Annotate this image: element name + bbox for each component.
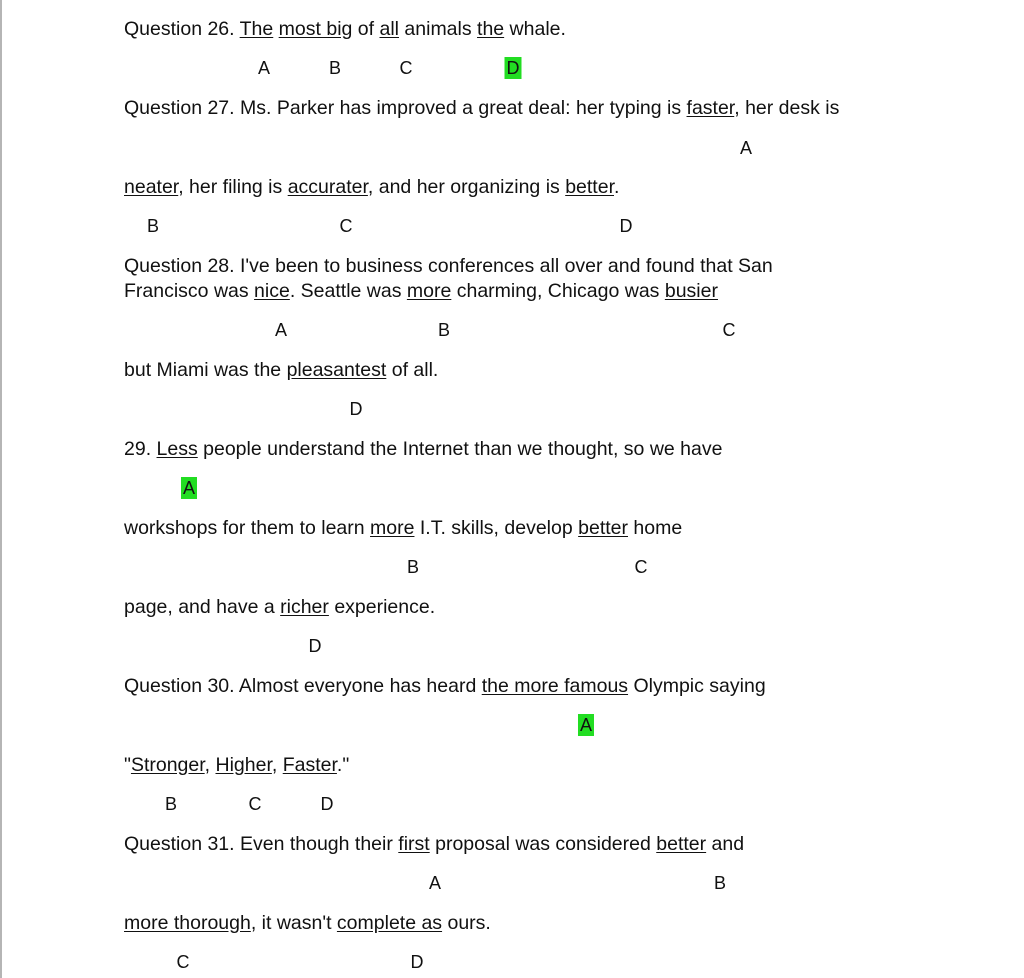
q31-label-a: A	[428, 873, 442, 893]
q30-label-a-highlighted: A	[579, 715, 593, 735]
q26-part-b: most big	[278, 18, 353, 40]
q27-part-d: better	[565, 176, 614, 198]
q31-part-d: complete as	[336, 912, 443, 934]
q30-label-d: D	[320, 794, 334, 814]
q29-part-a: Less	[156, 438, 198, 460]
q31-label-d: D	[410, 952, 424, 972]
q27-label-b: B	[146, 216, 160, 236]
q27-part-b: neater	[124, 176, 179, 198]
q29-part-d: richer	[280, 596, 329, 618]
q29-label-b: B	[406, 557, 420, 577]
q26-label-c: C	[399, 58, 413, 78]
q29-sentence-line3: page, and have a richer experience.	[124, 596, 436, 618]
q28-part-d: pleasantest	[286, 359, 387, 381]
q28-sentence-line1: Question 28. I've been to business conferences all over and found that San	[124, 255, 773, 277]
q28-sentence-line3: but Miami was the pleasantest of all.	[124, 359, 439, 381]
q26-label-a: A	[257, 58, 271, 78]
q30-label-b: B	[164, 794, 178, 814]
q29-part-b: more	[370, 517, 415, 539]
q28-part-c: busier	[664, 280, 718, 302]
q30-part-c: Higher	[215, 754, 272, 776]
q27-part-a: faster	[686, 97, 735, 119]
q26-label-b: B	[328, 58, 342, 78]
q27-sentence-line2: neater, her filing is accurater, and her organizing is better.	[124, 176, 620, 198]
q31-sentence-line2: more thorough, it wasn't complete as ours.	[124, 912, 491, 934]
q27-sentence-line1: Question 27. Ms. Parker has improved a great deal: her typing is faster, her desk is	[124, 97, 840, 119]
q30-sentence-line1: Question 30. Almost everyone has heard the more famous Olympic saying	[124, 675, 766, 697]
q30-part-d: Faster	[282, 754, 337, 776]
q26-part-c: all	[379, 18, 399, 40]
page-left-edge	[0, 0, 2, 978]
q26-label-d-highlighted: D	[506, 58, 520, 78]
q29-part-c: better	[578, 517, 628, 539]
q28-part-b: more	[406, 280, 452, 302]
q31-sentence-line1: Question 31. Even though their first proposal was considered better and	[124, 833, 745, 855]
q29-label-d: D	[308, 636, 322, 656]
q27-label-c: C	[339, 216, 353, 236]
q28-label-c: C	[722, 320, 736, 340]
q29-sentence-line2: workshops for them to learn more I.T. skills, develop better home	[124, 517, 683, 539]
q31-part-b: better	[656, 833, 707, 855]
q31-label-c: C	[176, 952, 190, 972]
q28-sentence-line2: Francisco was nice. Seattle was more charming, Chicago was busier	[124, 280, 718, 302]
q29-label-a-highlighted: A	[182, 478, 196, 498]
q30-part-b: Stronger	[130, 754, 205, 776]
q27-label-d: D	[619, 216, 633, 236]
q31-part-c: more thorough	[124, 912, 251, 934]
q29-sentence-line1: 29. Less people understand the Internet than we thought, so we have	[124, 438, 723, 460]
q31-part-a: first	[398, 833, 430, 855]
q28-label-a: A	[274, 320, 288, 340]
q28-label-d: D	[349, 399, 363, 419]
q29-label-c: C	[634, 557, 648, 577]
q28-label-b: B	[437, 320, 451, 340]
q26-part-d: the	[477, 18, 505, 40]
q27-label-a: A	[739, 138, 753, 158]
q30-sentence-line2: "Stronger, Higher, Faster."	[124, 754, 350, 776]
q30-part-a: the more famous	[481, 675, 629, 697]
q26-sentence: Question 26. The most big of all animals the whale.	[124, 18, 566, 40]
q31-label-b: B	[713, 873, 727, 893]
q30-label-c: C	[248, 794, 262, 814]
q27-part-c: accurater	[287, 176, 368, 198]
q28-part-a: nice	[254, 280, 290, 302]
q26-part-a: The	[239, 18, 274, 40]
